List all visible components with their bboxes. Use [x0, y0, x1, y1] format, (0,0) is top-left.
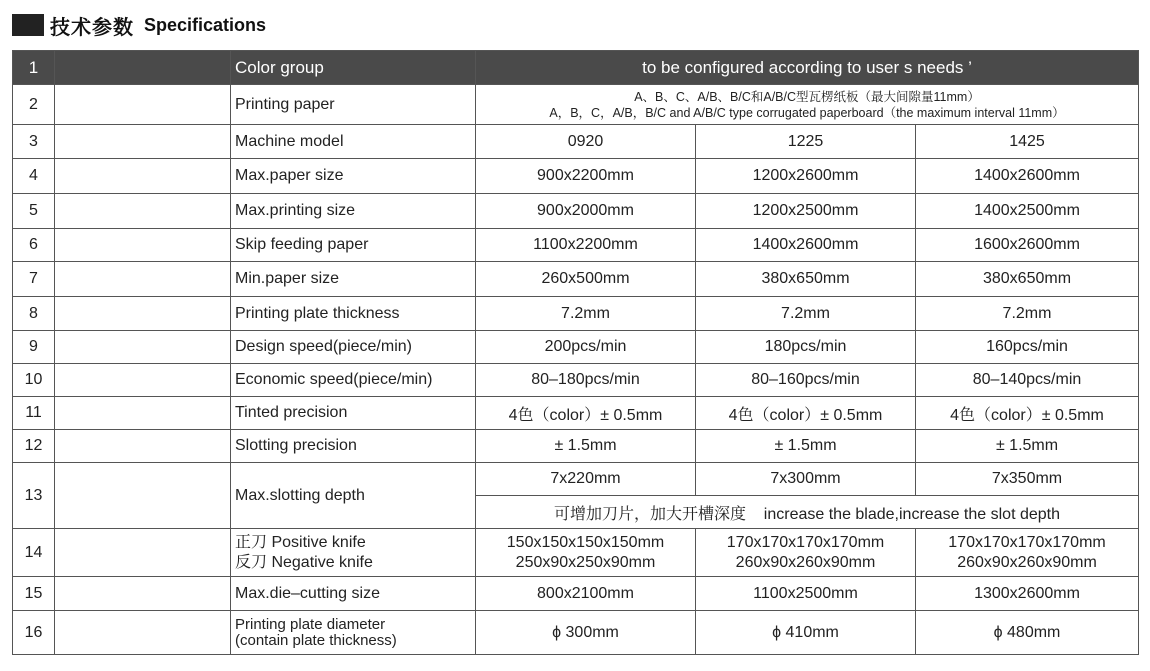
value-cell: 7.2mm [696, 297, 916, 331]
blank-cell [55, 463, 231, 529]
printing-paper-line-cn: A、B、C、A/B、B/C和A/B/C型瓦楞纸板（最大间隙量11mm） [634, 89, 980, 104]
printing-paper-line-en: A，B，C，A/B，B/C and A/B/C type corrugated paperboard（the maximum interval 11mm） [549, 105, 1065, 120]
param-name [231, 529, 476, 577]
blank-cell [55, 194, 231, 229]
value-cell: 900x2200mm [476, 159, 696, 194]
blank-cell [55, 611, 231, 655]
row-number: 4 [13, 159, 55, 194]
row-number: 13 [13, 463, 55, 529]
row-number: 15 [13, 577, 55, 611]
row-number: 5 [13, 194, 55, 229]
param-name: Printing plate thickness [231, 297, 476, 331]
value-cell [916, 529, 1139, 577]
row-number: 2 [13, 85, 55, 125]
value-cell: 180pcs/min [696, 331, 916, 364]
specifications-table [12, 50, 1139, 655]
value-cell: 7x300mm [696, 463, 916, 496]
value-cell: 1200x2500mm [696, 194, 916, 229]
param-name: Max.paper size [231, 159, 476, 194]
table-row [13, 364, 1139, 397]
printing-paper-value [476, 85, 1139, 125]
blank-cell [55, 229, 231, 262]
table-row [13, 194, 1139, 229]
param-line: Printing plate diameter [235, 615, 386, 633]
blank-cell [55, 430, 231, 463]
value-cell: 900x2000mm [476, 194, 696, 229]
param-name: Max.printing size [231, 194, 476, 229]
param-name: Printing paper [231, 85, 476, 125]
row-number: 7 [13, 262, 55, 297]
table-row [13, 297, 1139, 331]
param-name: Min.paper size [231, 262, 476, 297]
blank-cell [55, 159, 231, 194]
table-row-header [13, 51, 1139, 85]
value-cell: 4色（color）± 0.5mm [476, 397, 696, 430]
value-cell: 1400x2600mm [696, 229, 916, 262]
value-cell: 1100x2200mm [476, 229, 696, 262]
param-name: Design speed(piece/min) [231, 331, 476, 364]
value-cell: ± 1.5mm [916, 430, 1139, 463]
param-name: Slotting precision [231, 430, 476, 463]
value-line: 170x170x170x170mm [948, 533, 1106, 551]
value-cell: 7x220mm [476, 463, 696, 496]
param-name [231, 611, 476, 655]
blank-cell [55, 397, 231, 430]
value-line: 250x90x250x90mm [515, 553, 656, 571]
heading-title-en: Specifications [144, 14, 267, 35]
table-row [13, 331, 1139, 364]
value-cell: 1400x2600mm [916, 159, 1139, 194]
table-row-slot-depth [13, 463, 1139, 496]
blank-cell [55, 51, 231, 85]
table-row [13, 229, 1139, 262]
blank-cell [55, 297, 231, 331]
value-cell: 1600x2600mm [916, 229, 1139, 262]
param-name: Machine model [231, 125, 476, 159]
value-cell: ϕ 410mm [696, 611, 916, 655]
value-line: 150x150x150x150mm [506, 533, 665, 551]
value-cell: 80–160pcs/min [696, 364, 916, 397]
row-number: 1 [13, 51, 55, 85]
value-cell: ± 1.5mm [476, 430, 696, 463]
row-number: 14 [13, 529, 55, 577]
section-heading [12, 12, 266, 38]
table-row [13, 125, 1139, 159]
table-row-plate-diameter [13, 611, 1139, 655]
value-cell: 1400x2500mm [916, 194, 1139, 229]
value-cell: 4色（color）± 0.5mm [916, 397, 1139, 430]
blank-cell [55, 577, 231, 611]
value-cell: 160pcs/min [916, 331, 1139, 364]
param-name: Economic speed(piece/min) [231, 364, 476, 397]
value-cell: 1225 [696, 125, 916, 159]
blank-cell [55, 331, 231, 364]
value-line: 260x90x260x90mm [957, 553, 1097, 571]
value-cell: 1200x2600mm [696, 159, 916, 194]
value-cell [476, 529, 696, 577]
value-cell: 1425 [916, 125, 1139, 159]
blank-cell [55, 85, 231, 125]
param-name: Color group [231, 51, 476, 85]
value-cell: ϕ 300mm [476, 611, 696, 655]
value-cell: 800x2100mm [476, 577, 696, 611]
blank-cell [55, 364, 231, 397]
row-number: 3 [13, 125, 55, 159]
value-cell: 1300x2600mm [916, 577, 1139, 611]
value-cell: 7x350mm [916, 463, 1139, 496]
value-cell: 4色（color）± 0.5mm [696, 397, 916, 430]
param-name: Max.slotting depth [231, 463, 476, 529]
param-line: 正刀 Positive knife [235, 533, 366, 551]
value-cell: 80–140pcs/min [916, 364, 1139, 397]
heading-block-marker [12, 14, 44, 36]
param-name: Tinted precision [231, 397, 476, 430]
header-value: to be configured according to user s needs ’ [476, 51, 1139, 85]
row-number: 10 [13, 364, 55, 397]
value-cell: ± 1.5mm [696, 430, 916, 463]
blank-cell [55, 125, 231, 159]
value-cell: 7.2mm [476, 297, 696, 331]
value-cell: 0920 [476, 125, 696, 159]
table-row-die-cut [13, 577, 1139, 611]
param-line: (contain plate thickness) [235, 631, 397, 649]
blank-cell [55, 262, 231, 297]
blank-cell [55, 529, 231, 577]
table-row [13, 262, 1139, 297]
heading-title-cn: 技术参数 [50, 14, 134, 39]
value-cell [696, 529, 916, 577]
table-row-knife [13, 529, 1139, 577]
param-name: Max.die–cutting size [231, 577, 476, 611]
row-number: 11 [13, 397, 55, 430]
param-line: 反刀 Negative knife [235, 553, 373, 571]
param-name: Skip feeding paper [231, 229, 476, 262]
row-number: 9 [13, 331, 55, 364]
value-cell: 200pcs/min [476, 331, 696, 364]
value-cell: 7.2mm [916, 297, 1139, 331]
slot-depth-note: 可增加刀片，加大开槽深度 increase the blade,increase the slot depth [476, 496, 1139, 529]
value-cell: 80–180pcs/min [476, 364, 696, 397]
table-row [13, 397, 1139, 430]
table-row [13, 159, 1139, 194]
row-number: 6 [13, 229, 55, 262]
row-number: 12 [13, 430, 55, 463]
value-cell: 260x500mm [476, 262, 696, 297]
value-cell: 380x650mm [696, 262, 916, 297]
table-row-printing-paper [13, 85, 1139, 125]
value-line: 260x90x260x90mm [735, 553, 876, 571]
value-cell: ϕ 480mm [916, 611, 1139, 655]
row-number: 16 [13, 611, 55, 655]
table-row [13, 430, 1139, 463]
value-line: 170x170x170x170mm [726, 533, 885, 551]
value-cell: 380x650mm [916, 262, 1139, 297]
value-cell: 1100x2500mm [696, 577, 916, 611]
row-number: 8 [13, 297, 55, 331]
